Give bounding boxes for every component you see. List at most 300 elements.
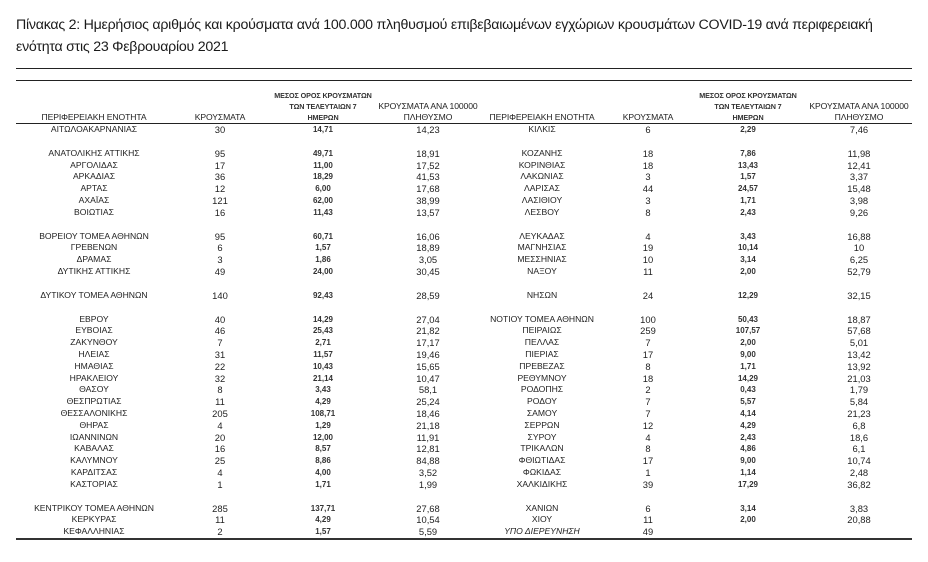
right-region-cell: ΝΗΣΩΝ bbox=[526, 289, 558, 300]
table-row bbox=[16, 432, 912, 444]
right-avg7-cell: 3,43 bbox=[740, 231, 756, 241]
empty-cell bbox=[806, 278, 912, 290]
header-avg7-line1: ΜΕΣΟΣ ΟΡΟΣ ΚΡΟΥΣΜΑΤΩΝ bbox=[699, 91, 797, 100]
right-region-cell: ΦΘΙΩΤΙΔΑΣ bbox=[518, 455, 566, 466]
right-region-cell: ΠΕΙΡΑΙΩΣ bbox=[522, 325, 562, 336]
right-per100k-cell: 21,03 bbox=[847, 372, 871, 384]
left-avg7-cell: 12,00 bbox=[312, 432, 334, 442]
right-cases-cell: 49 bbox=[606, 526, 690, 539]
empty-cell bbox=[478, 136, 606, 148]
left-cases-cell: 95 bbox=[214, 230, 226, 242]
right-cases-cell: 259 bbox=[640, 325, 656, 337]
left-avg7-cell: 49,71 bbox=[312, 148, 334, 158]
right-region-cell: ΜΕΣΣΗΝΙΑΣ bbox=[517, 254, 567, 265]
right-region-cell: ΚΙΛΚΙΣ bbox=[528, 124, 556, 134]
left-per100k-cell: 16,06 bbox=[416, 230, 440, 242]
right-per100k-cell bbox=[806, 526, 912, 539]
empty-cell bbox=[378, 491, 478, 503]
table-row bbox=[16, 195, 912, 207]
left-per100k-cell: 17,68 bbox=[416, 183, 440, 195]
left-region-cell: ΗΛΕΙΑΣ bbox=[78, 348, 110, 359]
left-region-cell: ΑΝΑΤΟΛΙΚΗΣ ΑΤΤΙΚΗΣ bbox=[48, 147, 140, 158]
left-per100k-cell: 3,05 bbox=[418, 254, 438, 266]
empty-cell bbox=[690, 491, 806, 503]
right-region-cell: ΡΟΔΟΠΗΣ bbox=[520, 384, 564, 395]
header-avg7-line1: ΜΕΣΟΣ ΟΡΟΣ ΚΡΟΥΣΜΑΤΩΝ bbox=[274, 91, 372, 100]
right-region-cell: ΥΠΟ ΔΙΕΡΕΥΝΗΣΗ bbox=[478, 526, 606, 539]
left-cases-cell: 3 bbox=[217, 254, 223, 266]
left-per100k-cell: 38,99 bbox=[416, 194, 440, 206]
empty-cell bbox=[606, 136, 690, 148]
left-region-cell: ΚΕΦΑΛΛΗΝΙΑΣ bbox=[16, 526, 172, 539]
right-cases-cell: 12 bbox=[642, 419, 654, 431]
right-region-cell: ΜΑΓΝΗΣΙΑΣ bbox=[517, 242, 567, 253]
empty-cell bbox=[806, 219, 912, 231]
table-row bbox=[16, 160, 912, 172]
left-cases-cell: 40 bbox=[214, 313, 226, 325]
left-region-cell: ΗΡΑΚΛΕΙΟΥ bbox=[69, 372, 119, 383]
right-region-cell: ΚΟΡΙΝΘΙΑΣ bbox=[518, 159, 566, 170]
empty-cell bbox=[268, 136, 378, 148]
left-cases-cell: 95 bbox=[214, 147, 226, 159]
right-avg7-cell: 9,00 bbox=[740, 349, 756, 359]
left-avg7-cell: 1,71 bbox=[315, 479, 331, 489]
empty-cell bbox=[378, 219, 478, 231]
left-region-cell: ΒΟΙΩΤΙΑΣ bbox=[74, 206, 114, 217]
table-row bbox=[16, 420, 912, 432]
empty-cell bbox=[606, 302, 690, 314]
table-row bbox=[16, 254, 912, 266]
left-avg7-cell: 60,71 bbox=[312, 231, 334, 241]
left-region-cell: ΔΡΑΜΑΣ bbox=[76, 254, 112, 265]
right-cases-cell: 3 bbox=[645, 171, 651, 183]
header-per100k-left bbox=[378, 90, 478, 124]
left-cases-cell: 30 bbox=[214, 124, 226, 135]
right-region-cell: ΣΥΡΟΥ bbox=[527, 431, 557, 442]
right-region-cell: ΠΙΕΡΙΑΣ bbox=[525, 348, 559, 359]
right-cases-cell: 17 bbox=[642, 455, 654, 467]
right-cases-cell: 44 bbox=[642, 183, 654, 195]
right-region-cell: ΧΙΟΥ bbox=[531, 514, 553, 525]
right-per100k-cell: 21,23 bbox=[847, 407, 871, 419]
right-avg7-cell bbox=[690, 526, 806, 539]
left-cases-cell: 8 bbox=[217, 384, 223, 396]
table-row bbox=[16, 290, 912, 302]
left-per100k-cell: 12,81 bbox=[416, 443, 440, 455]
left-cases-cell: 20 bbox=[214, 431, 226, 443]
left-per100k-cell: 10,54 bbox=[416, 514, 440, 526]
left-cases-cell: 49 bbox=[214, 265, 226, 277]
right-cases-cell: 4 bbox=[645, 431, 651, 443]
right-avg7-cell: 3,14 bbox=[740, 255, 756, 265]
left-region-cell: ΕΒΡΟΥ bbox=[79, 313, 109, 324]
right-region-cell: ΤΡΙΚΑΛΩΝ bbox=[520, 443, 564, 454]
empty-cell bbox=[606, 219, 690, 231]
left-avg7-cell: 11,43 bbox=[313, 207, 333, 217]
left-region-cell: ΓΡΕΒΕΝΩΝ bbox=[70, 242, 118, 253]
empty-cell bbox=[378, 302, 478, 314]
left-per100k-cell: 25,24 bbox=[416, 396, 440, 408]
right-region-cell: ΧΑΛΚΙΔΙΚΗΣ bbox=[516, 478, 568, 489]
empty-cell bbox=[806, 136, 912, 148]
empty-cell bbox=[16, 136, 172, 148]
left-cases-cell: 140 bbox=[212, 289, 228, 301]
table-row bbox=[16, 503, 912, 515]
table-row bbox=[16, 384, 912, 396]
right-cases-cell: 4 bbox=[645, 230, 651, 242]
right-cases-cell: 6 bbox=[645, 502, 651, 514]
right-region-cell: ΧΑΝΙΩΝ bbox=[525, 502, 559, 513]
header-avg7-line3: ΗΜΕΡΩΝ bbox=[307, 113, 339, 122]
right-region-cell: ΝΟΤΙΟΥ ΤΟΜΕΑ ΑΘΗΝΩΝ bbox=[490, 313, 594, 324]
left-cases-cell: 16 bbox=[214, 443, 226, 455]
right-avg7-cell: 107,57 bbox=[735, 326, 761, 336]
right-cases-cell: 1 bbox=[645, 466, 651, 478]
left-avg7-cell: 21,14 bbox=[312, 373, 334, 383]
covid-cases-table bbox=[16, 90, 912, 540]
left-per100k-cell: 17,17 bbox=[416, 337, 440, 349]
empty-cell bbox=[606, 491, 690, 503]
right-per100k-cell: 18,87 bbox=[847, 313, 871, 325]
left-per100k-cell: 10,47 bbox=[416, 372, 440, 384]
left-per100k-cell: 41,53 bbox=[416, 171, 440, 183]
left-avg7-cell: 11,57 bbox=[313, 349, 333, 359]
left-avg7-cell: 62,00 bbox=[312, 195, 334, 205]
right-avg7-cell: 5,57 bbox=[740, 397, 756, 407]
empty-cell bbox=[690, 302, 806, 314]
right-per100k-cell: 10 bbox=[853, 242, 865, 254]
left-region-cell: ΚΑΒΑΛΑΣ bbox=[74, 443, 114, 454]
left-cases-cell: 22 bbox=[214, 360, 226, 372]
right-region-cell: ΣΕΡΡΩΝ bbox=[524, 419, 560, 430]
left-avg7-cell: 18,29 bbox=[312, 172, 334, 182]
table-row bbox=[16, 314, 912, 326]
right-per100k-cell: 7,46 bbox=[849, 124, 869, 135]
left-avg7-cell: 8,57 bbox=[315, 444, 331, 454]
header-avg7-right bbox=[690, 90, 806, 124]
table-row bbox=[16, 455, 912, 467]
left-per100k-cell: 17,52 bbox=[416, 159, 440, 171]
left-region-cell: ΑΧΑΪΑΣ bbox=[78, 194, 110, 205]
table-row bbox=[16, 349, 912, 361]
right-per100k-cell: 36,82 bbox=[847, 478, 871, 490]
left-per100k-cell: 3,52 bbox=[418, 466, 438, 478]
left-per100k-cell: 30,45 bbox=[416, 265, 440, 277]
right-per100k-cell: 57,68 bbox=[847, 325, 871, 337]
left-cases-cell: 7 bbox=[217, 337, 223, 349]
right-cases-cell: 8 bbox=[645, 443, 651, 455]
left-per100k-cell: 19,46 bbox=[416, 348, 440, 360]
left-per100k-cell: 11,91 bbox=[416, 431, 440, 443]
left-region-cell: ΚΕΡΚΥΡΑΣ bbox=[71, 514, 117, 525]
right-per100k-cell: 20,88 bbox=[847, 514, 871, 526]
left-avg7-cell: 137,71 bbox=[310, 503, 336, 513]
table-row bbox=[16, 231, 912, 243]
left-avg7-cell: 14,29 bbox=[312, 314, 334, 324]
empty-cell bbox=[690, 278, 806, 290]
right-per100k-cell: 9,26 bbox=[849, 206, 869, 218]
left-cases-cell: 16 bbox=[214, 206, 226, 218]
empty-cell bbox=[16, 278, 172, 290]
right-region-cell: ΠΡΕΒΕΖΑΣ bbox=[519, 360, 565, 371]
right-region-cell: ΛΑΡΙΣΑΣ bbox=[524, 183, 560, 194]
empty-cell bbox=[478, 219, 606, 231]
left-region-cell: ΘΑΣΟΥ bbox=[79, 384, 109, 395]
empty-cell bbox=[268, 302, 378, 314]
left-region-cell: ΔΥΤΙΚΟΥ ΤΟΜΕΑ ΑΘΗΝΩΝ bbox=[40, 289, 148, 300]
table-row bbox=[16, 479, 912, 491]
spacer-row bbox=[16, 219, 912, 231]
left-per100k-cell: 28,59 bbox=[416, 289, 440, 301]
left-region-cell: ΑΡΓΟΛΙΔΑΣ bbox=[70, 159, 118, 170]
left-avg7-cell: 8,86 bbox=[315, 456, 331, 466]
header-avg7-left bbox=[268, 90, 378, 124]
left-per100k-cell: 5,59 bbox=[378, 526, 478, 539]
left-region-cell: ΔΥΤΙΚΗΣ ΑΤΤΙΚΗΣ bbox=[57, 265, 131, 276]
left-cases-cell: 11 bbox=[215, 514, 225, 526]
table-row bbox=[16, 361, 912, 373]
left-region-cell: ΚΑΣΤΟΡΙΑΣ bbox=[70, 478, 118, 489]
right-avg7-cell: 7,86 bbox=[740, 148, 756, 158]
right-per100k-cell: 6,8 bbox=[852, 419, 866, 431]
header-per100k-right bbox=[806, 90, 912, 124]
right-avg7-cell: 2,00 bbox=[740, 515, 756, 525]
left-cases-cell: 32 bbox=[214, 372, 226, 384]
right-avg7-cell: 2,43 bbox=[740, 432, 756, 442]
header-cases-left: ΚΡΟΥΣΜΑΤΑ bbox=[172, 90, 268, 124]
empty-cell bbox=[16, 302, 172, 314]
table-row bbox=[16, 325, 912, 337]
left-cases-cell: 1 bbox=[217, 478, 223, 490]
right-avg7-cell: 1,71 bbox=[740, 195, 756, 205]
table-row bbox=[16, 337, 912, 349]
left-per100k-cell: 84,88 bbox=[416, 455, 440, 467]
spacer-row bbox=[16, 136, 912, 148]
empty-cell bbox=[478, 278, 606, 290]
left-cases-cell: 11 bbox=[215, 396, 225, 408]
empty-cell bbox=[268, 219, 378, 231]
right-per100k-cell: 3,98 bbox=[849, 194, 869, 206]
right-cases-cell: 18 bbox=[642, 159, 654, 171]
table-row bbox=[16, 148, 912, 160]
left-avg7-cell: 24,00 bbox=[312, 266, 334, 276]
right-per100k-cell: 6,1 bbox=[852, 443, 866, 455]
right-avg7-cell: 1,57 bbox=[740, 172, 756, 182]
empty-cell bbox=[806, 302, 912, 314]
right-region-cell: ΦΩΚΙΔΑΣ bbox=[522, 466, 562, 477]
table-row bbox=[16, 373, 912, 385]
table-row bbox=[16, 242, 912, 254]
right-per100k-cell: 11,98 bbox=[847, 147, 871, 159]
right-avg7-cell: 10,14 bbox=[737, 243, 759, 253]
left-cases-cell: 17 bbox=[214, 159, 226, 171]
right-avg7-cell: 17,29 bbox=[737, 479, 759, 489]
right-cases-cell: 3 bbox=[645, 194, 651, 206]
empty-cell bbox=[690, 219, 806, 231]
right-avg7-cell: 2,00 bbox=[740, 266, 756, 276]
right-avg7-cell: 4,29 bbox=[740, 420, 756, 430]
left-cases-cell: 285 bbox=[212, 502, 228, 514]
left-region-cell: ΘΕΣΠΡΩΤΙΑΣ bbox=[66, 396, 122, 407]
empty-cell bbox=[16, 219, 172, 231]
right-avg7-cell: 13,43 bbox=[737, 160, 759, 170]
left-cases-cell: 205 bbox=[212, 407, 228, 419]
empty-cell bbox=[268, 278, 378, 290]
left-region-cell: ΒΟΡΕΙΟΥ ΤΟΜΕΑ ΑΘΗΝΩΝ bbox=[39, 230, 149, 241]
right-cases-cell: 11 bbox=[643, 265, 653, 277]
left-cases-cell: 46 bbox=[214, 325, 226, 337]
right-cases-cell: 17 bbox=[642, 348, 654, 360]
right-region-cell: ΛΑΣΙΘΙΟΥ bbox=[521, 194, 563, 205]
left-cases-cell: 31 bbox=[214, 348, 226, 360]
left-avg7-cell: 92,43 bbox=[312, 290, 334, 300]
left-cases-cell: 4 bbox=[217, 466, 223, 478]
left-region-cell: ΑΙΤΩΛΟΑΚΑΡΝΑΝΙΑΣ bbox=[50, 124, 138, 134]
left-per100k-cell: 18,91 bbox=[416, 147, 440, 159]
right-avg7-cell: 2,00 bbox=[740, 338, 756, 348]
header-region-right: ΠΕΡΙΦΕΡΕΙΑΚΗ ΕΝΟΤΗΤΑ bbox=[478, 90, 606, 124]
header-avg7-line2: ΤΩΝ ΤΕΛΕΥΤΑΙΩΝ 7 bbox=[714, 102, 782, 111]
right-per100k-cell: 13,92 bbox=[847, 360, 871, 372]
left-per100k-cell: 1,99 bbox=[418, 478, 438, 490]
left-per100k-cell: 27,04 bbox=[416, 313, 440, 325]
right-region-cell: ΚΟΖΑΝΗΣ bbox=[521, 147, 563, 158]
left-avg7-cell: 1,29 bbox=[315, 420, 331, 430]
left-cases-cell: 12 bbox=[214, 183, 226, 195]
right-per100k-cell: 18,6 bbox=[849, 431, 869, 443]
left-region-cell: ΚΕΝΤΡΙΚΟΥ ΤΟΜΕΑ ΑΘΗΝΩΝ bbox=[34, 502, 154, 513]
left-region-cell: ΑΡΤΑΣ bbox=[80, 183, 108, 194]
table-row bbox=[16, 183, 912, 195]
right-cases-cell: 100 bbox=[640, 313, 656, 325]
right-region-cell: ΣΑΜΟΥ bbox=[526, 407, 558, 418]
right-per100k-cell: 6,25 bbox=[849, 254, 869, 266]
empty-cell bbox=[378, 278, 478, 290]
left-cases-cell: 6 bbox=[217, 242, 223, 254]
right-avg7-cell: 3,14 bbox=[740, 503, 756, 513]
right-per100k-cell: 5,84 bbox=[849, 396, 869, 408]
table-row bbox=[16, 467, 912, 479]
right-cases-cell: 11 bbox=[643, 514, 653, 526]
empty-cell bbox=[172, 278, 268, 290]
right-cases-cell: 39 bbox=[642, 478, 654, 490]
empty-cell bbox=[378, 136, 478, 148]
left-cases-cell: 36 bbox=[214, 171, 226, 183]
left-avg7-cell: 14,71 bbox=[312, 125, 334, 134]
header-region-left: ΠΕΡΙΦΕΡΕΙΑΚΗ ΕΝΟΤΗΤΑ bbox=[16, 90, 172, 124]
right-per100k-cell: 13,42 bbox=[847, 348, 871, 360]
header-avg7-line3: ΗΜΕΡΩΝ bbox=[732, 113, 764, 122]
right-cases-cell: 19 bbox=[642, 242, 654, 254]
top-rule bbox=[16, 68, 912, 69]
right-region-cell: ΛΕΥΚΑΔΑΣ bbox=[519, 230, 565, 241]
right-per100k-cell: 52,79 bbox=[847, 265, 871, 277]
right-avg7-cell: 24,57 bbox=[737, 184, 759, 194]
right-avg7-cell: 50,43 bbox=[737, 314, 759, 324]
header-per100k-line1: ΚΡΟΥΣΜΑΤΑ ΑΝΑ 100000 bbox=[809, 101, 909, 111]
empty-cell bbox=[690, 136, 806, 148]
right-per100k-cell: 16,88 bbox=[847, 230, 871, 242]
left-per100k-cell: 13,57 bbox=[416, 206, 440, 218]
empty-cell bbox=[268, 491, 378, 503]
spacer-row bbox=[16, 278, 912, 290]
left-region-cell: ΕΥΒΟΙΑΣ bbox=[75, 325, 113, 336]
right-avg7-cell: 2,43 bbox=[740, 207, 756, 217]
left-region-cell: ΙΩΑΝΝΙΝΩΝ bbox=[69, 431, 119, 442]
right-avg7-cell: 4,86 bbox=[740, 444, 756, 454]
left-region-cell: ΘΕΣΣΑΛΟΝΙΚΗΣ bbox=[60, 407, 128, 418]
empty-cell bbox=[172, 136, 268, 148]
right-cases-cell: 8 bbox=[645, 206, 651, 218]
left-avg7-cell: 1,57 bbox=[268, 526, 378, 539]
empty-cell bbox=[16, 491, 172, 503]
right-cases-cell: 7 bbox=[645, 396, 651, 408]
right-cases-cell: 7 bbox=[645, 407, 651, 419]
right-per100k-cell: 10,74 bbox=[847, 455, 871, 467]
table-row bbox=[16, 207, 912, 219]
right-region-cell: ΛΑΚΩΝΙΑΣ bbox=[520, 171, 564, 182]
left-avg7-cell: 1,57 bbox=[315, 243, 331, 253]
table-row bbox=[16, 443, 912, 455]
right-avg7-cell: 1,71 bbox=[740, 361, 756, 371]
table-caption: Πίνακας 2: Ημερήσιος αριθμός και κρούσματα ανά 100.000 πληθυσμού επιβεβαιωμένων εγχώριων κρουσμάτων COVID-19 ανά περιφερειακή ενότητα στις 23 Φεβρουαρίου 2021 bbox=[16, 17, 873, 55]
header-per100k-line1: ΚΡΟΥΣΜΑΤΑ ΑΝΑ 100000 bbox=[378, 101, 478, 111]
left-cases-cell: 4 bbox=[217, 419, 223, 431]
left-avg7-cell: 2,71 bbox=[315, 338, 331, 348]
empty-cell bbox=[172, 491, 268, 503]
header-avg7-line2: ΤΩΝ ΤΕΛΕΥΤΑΙΩΝ 7 bbox=[289, 102, 357, 111]
left-per100k-cell: 14,23 bbox=[416, 124, 440, 135]
left-region-cell: ΑΡΚΑΔΙΑΣ bbox=[72, 171, 116, 182]
right-per100k-cell: 1,79 bbox=[849, 384, 869, 396]
left-avg7-cell: 1,86 bbox=[315, 255, 331, 265]
right-avg7-cell: 12,29 bbox=[737, 290, 759, 300]
empty-cell bbox=[478, 302, 606, 314]
left-per100k-cell: 21,82 bbox=[416, 325, 440, 337]
right-avg7-cell: 14,29 bbox=[737, 373, 759, 383]
table-row bbox=[16, 396, 912, 408]
right-region-cell: ΝΑΞΟΥ bbox=[527, 265, 557, 276]
left-cases-cell: 2 bbox=[172, 526, 268, 539]
header-cases-right: ΚΡΟΥΣΜΑΤΑ bbox=[606, 90, 690, 124]
left-avg7-cell: 4,00 bbox=[315, 467, 331, 477]
empty-cell bbox=[806, 491, 912, 503]
right-avg7-cell: 4,14 bbox=[740, 408, 756, 418]
left-avg7-cell: 11,00 bbox=[313, 160, 333, 170]
left-cases-cell: 25 bbox=[214, 455, 226, 467]
left-region-cell: ΗΜΑΘΙΑΣ bbox=[74, 360, 114, 371]
right-per100k-cell: 5,01 bbox=[849, 337, 869, 349]
right-per100k-cell: 3,37 bbox=[849, 171, 869, 183]
left-avg7-cell: 4,29 bbox=[315, 515, 331, 525]
left-region-cell: ΚΑΛΥΜΝΟΥ bbox=[70, 455, 118, 466]
empty-cell bbox=[478, 491, 606, 503]
empty-cell bbox=[172, 302, 268, 314]
left-avg7-cell: 10,43 bbox=[312, 361, 334, 371]
right-per100k-cell: 32,15 bbox=[847, 289, 871, 301]
right-region-cell: ΠΕΛΛΑΣ bbox=[524, 337, 560, 348]
right-cases-cell: 18 bbox=[642, 147, 654, 159]
left-avg7-cell: 6,00 bbox=[315, 184, 331, 194]
left-per100k-cell: 18,46 bbox=[416, 407, 440, 419]
table-row bbox=[16, 514, 912, 526]
left-region-cell: ΘΗΡΑΣ bbox=[79, 419, 109, 430]
left-avg7-cell: 3,43 bbox=[315, 385, 331, 395]
right-cases-cell: 2 bbox=[645, 384, 651, 396]
right-cases-cell: 7 bbox=[645, 337, 651, 349]
table-header bbox=[16, 90, 912, 124]
left-per100k-cell: 58,1 bbox=[418, 384, 438, 396]
